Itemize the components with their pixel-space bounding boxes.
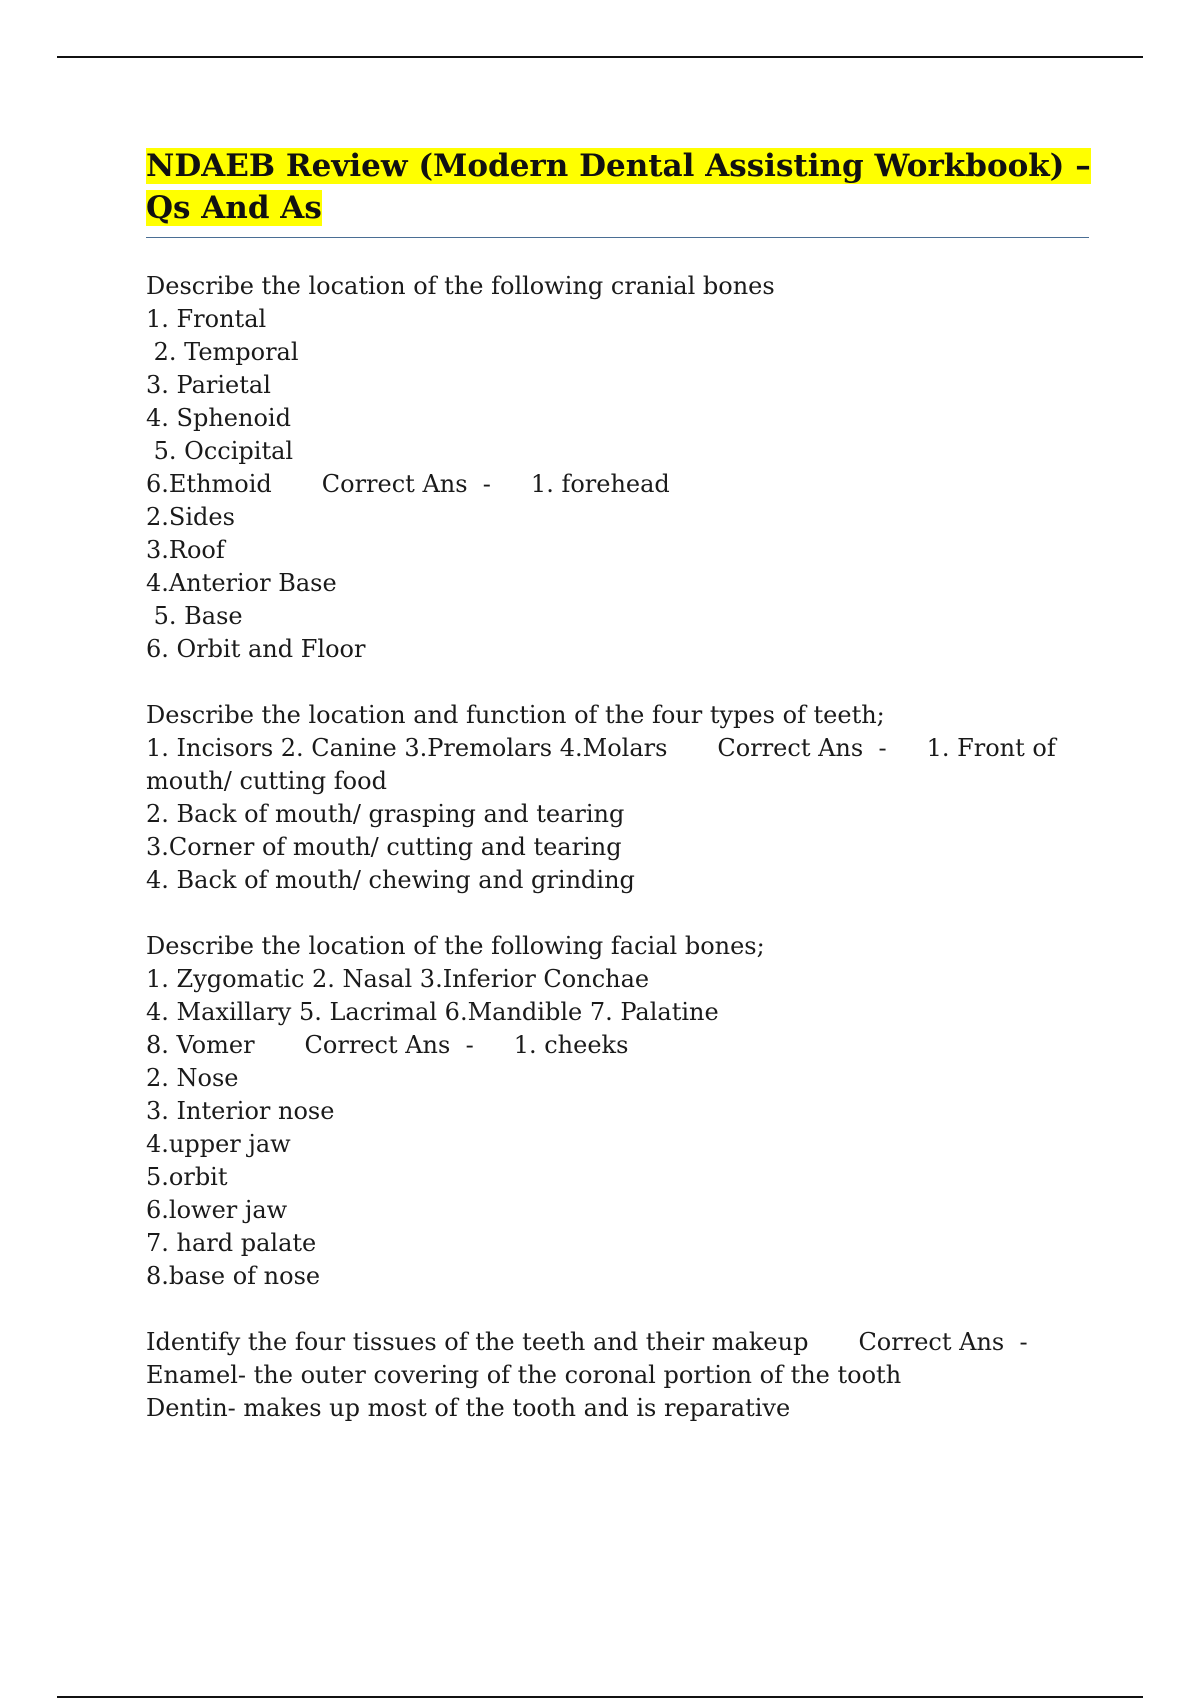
- answer-line: [146, 1326, 1076, 1359]
- correct-answer-label: Correct Ans -: [858, 1328, 1028, 1356]
- question-line: 4. Maxillary 5. Lacrimal 6.Mandible 7. Palatine: [146, 998, 719, 1026]
- answer-prefix: Identify the four tissues of the teeth and their makeup: [146, 1328, 809, 1356]
- answer-line: Enamel- the outer covering of the coronal portion of the tooth: [146, 1361, 902, 1389]
- qa-block: [146, 270, 1076, 666]
- answer-line: 4. Back of mouth/ chewing and grinding: [146, 866, 635, 894]
- answer-line: 3.Roof: [146, 536, 225, 564]
- footer-rule: [57, 1696, 1143, 1698]
- answer-line: 7. hard palate: [146, 1229, 317, 1257]
- title-line-2: Qs And As: [146, 190, 322, 226]
- correct-answer-label: Correct Ans -: [321, 470, 491, 498]
- answer-line: 2.Sides: [146, 503, 235, 531]
- answer-line: 2. Nose: [146, 1064, 239, 1092]
- question-line: 1. Frontal: [146, 305, 267, 333]
- answer-text: 1. Front of: [926, 734, 1056, 762]
- qa-block: [146, 1326, 1076, 1425]
- answer-line: Dentin- makes up most of the tooth and is reparative: [146, 1394, 791, 1422]
- answer-line: 3.Corner of mouth/ cutting and tearing: [146, 833, 622, 861]
- title-line-1: NDAEB Review (Modern Dental Assisting Workbook) –: [146, 148, 1091, 184]
- header-rule: [57, 56, 1143, 58]
- answer-prefix: 6.Ethmoid: [146, 470, 272, 498]
- question-line: 5. Occipital: [146, 437, 294, 465]
- answer-line: 3. Interior nose: [146, 1097, 335, 1125]
- question-line: 3. Parietal: [146, 371, 271, 399]
- answer-line: 5.orbit: [146, 1163, 228, 1191]
- answer-line: 4.Anterior Base: [146, 569, 337, 597]
- correct-answer-label: Correct Ans -: [304, 1031, 474, 1059]
- answer-prefix: 8. Vomer: [146, 1031, 255, 1059]
- answer-prefix: 1. Incisors 2. Canine 3.Premolars 4.Molars: [146, 734, 668, 762]
- qa-list: [146, 270, 1076, 1458]
- correct-answer-label: Correct Ans -: [717, 734, 887, 762]
- answer-line: 8.base of nose: [146, 1262, 321, 1290]
- answer-line: 4.upper jaw: [146, 1130, 291, 1158]
- question-text: Describe the location of the following cranial bones: [146, 272, 775, 300]
- answer-text: 1. forehead: [530, 470, 670, 498]
- answer-line: [146, 1029, 1076, 1062]
- answer-line: 6. Orbit and Floor: [146, 635, 366, 663]
- answer-line: [146, 732, 1076, 765]
- answer-line: 2. Back of mouth/ grasping and tearing: [146, 800, 625, 828]
- answer-line: [146, 468, 1076, 501]
- question-line: 4. Sphenoid: [146, 404, 291, 432]
- answer-line: mouth/ cutting food: [146, 767, 387, 795]
- answer-line: 6.lower jaw: [146, 1196, 288, 1224]
- question-line: 2. Temporal: [146, 338, 299, 366]
- answer-line: 5. Base: [146, 602, 243, 630]
- qa-block: [146, 930, 1076, 1293]
- document-title: [146, 145, 1091, 229]
- question-line: 1. Zygomatic 2. Nasal 3.Inferior Conchae: [146, 965, 650, 993]
- qa-block: [146, 699, 1076, 897]
- question-text: Describe the location of the following facial bones;: [146, 932, 765, 960]
- title-underline: [146, 237, 1089, 238]
- question-text: Describe the location and function of the four types of teeth;: [146, 701, 885, 729]
- answer-text: 1. cheeks: [513, 1031, 629, 1059]
